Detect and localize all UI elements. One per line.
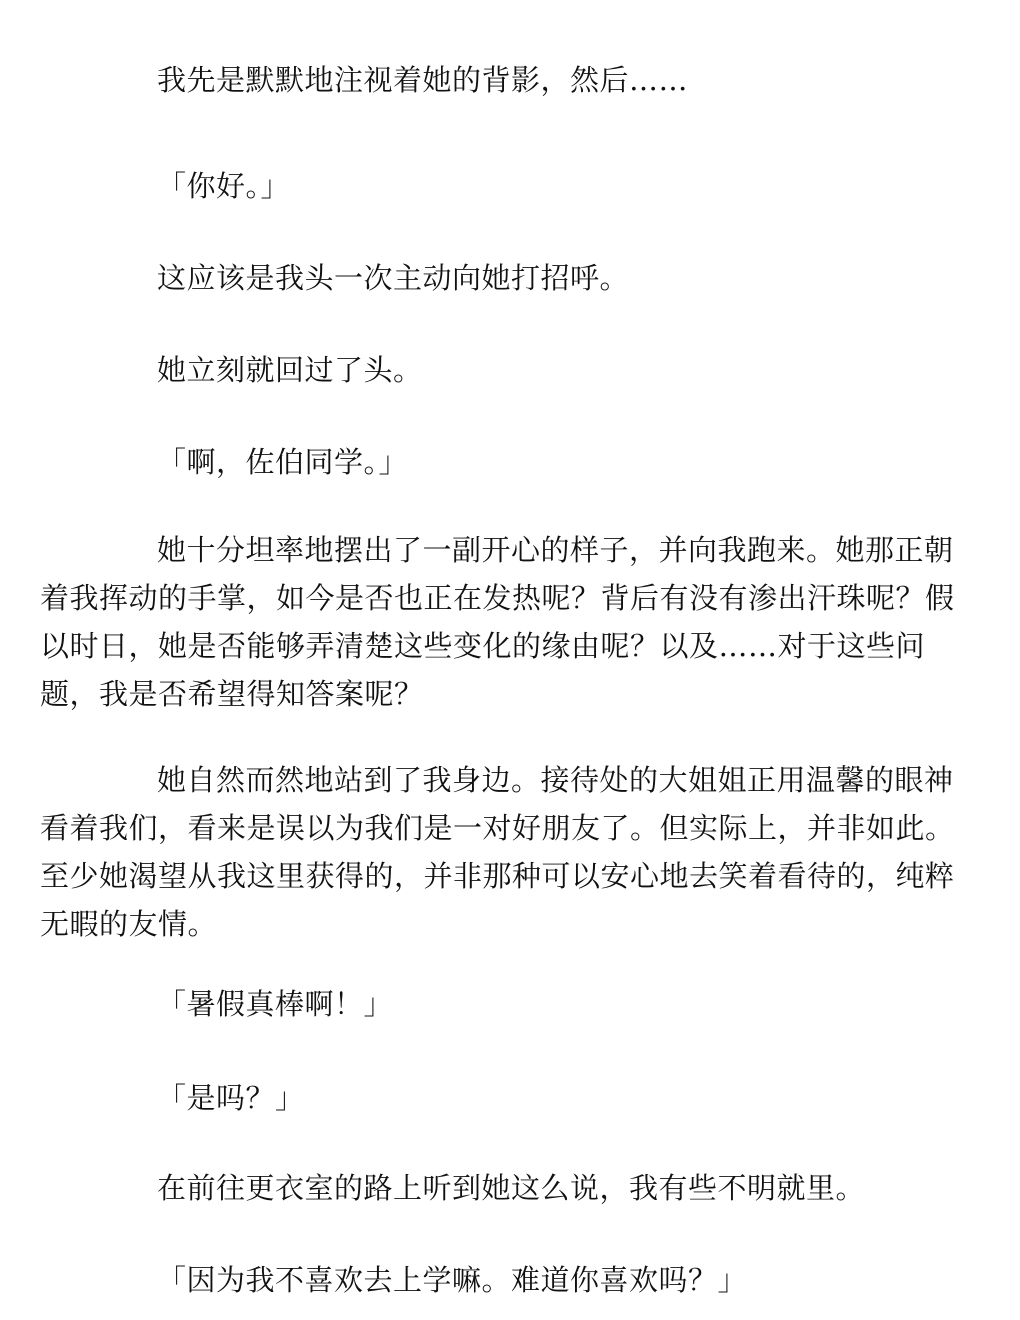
paragraph-9-dialogue: 「是吗？」: [157, 1081, 305, 1115]
paragraph-5-dialogue: 「啊，佐伯同学。」: [157, 445, 409, 479]
paragraph-8-dialogue: 「暑假真棒啊！」: [157, 987, 394, 1021]
paragraph-3: 这应该是我头一次主动向她打招呼。: [157, 261, 630, 295]
paragraph-4: 她立刻就回过了头。: [157, 353, 423, 387]
paragraph-10: 在前往更衣室的路上听到她这么说，我有些不明就里。: [157, 1171, 866, 1205]
paragraph-1: 我先是默默地注视着她的背影，然后……: [157, 63, 689, 97]
paragraph-11-dialogue: 「因为我不喜欢去上学嘛。难道你喜欢吗？」: [157, 1263, 748, 1297]
paragraph-7: 她自然而然地站到了我身边。接待处的大姐姐正用温馨的眼神看着我们，看来是误以为我们是一对好朋友了。但实际上，并非如此。至少她渴望从我这里获得的，并非那种可以安心地去笑着看待的，纯粹无暇的友情。: [40, 763, 955, 941]
paragraph-2-dialogue: 「你好。」: [157, 169, 291, 203]
paragraph-6: 她十分坦率地摆出了一副开心的样子，并向我跑来。她那正朝着我挥动的手掌，如今是否也正在发热呢？背后有没有渗出汗珠呢？假以时日，她是否能够弄清楚这些变化的缘由呢？以及……对于这些问题，我是否希望得知答案呢？: [40, 533, 955, 711]
